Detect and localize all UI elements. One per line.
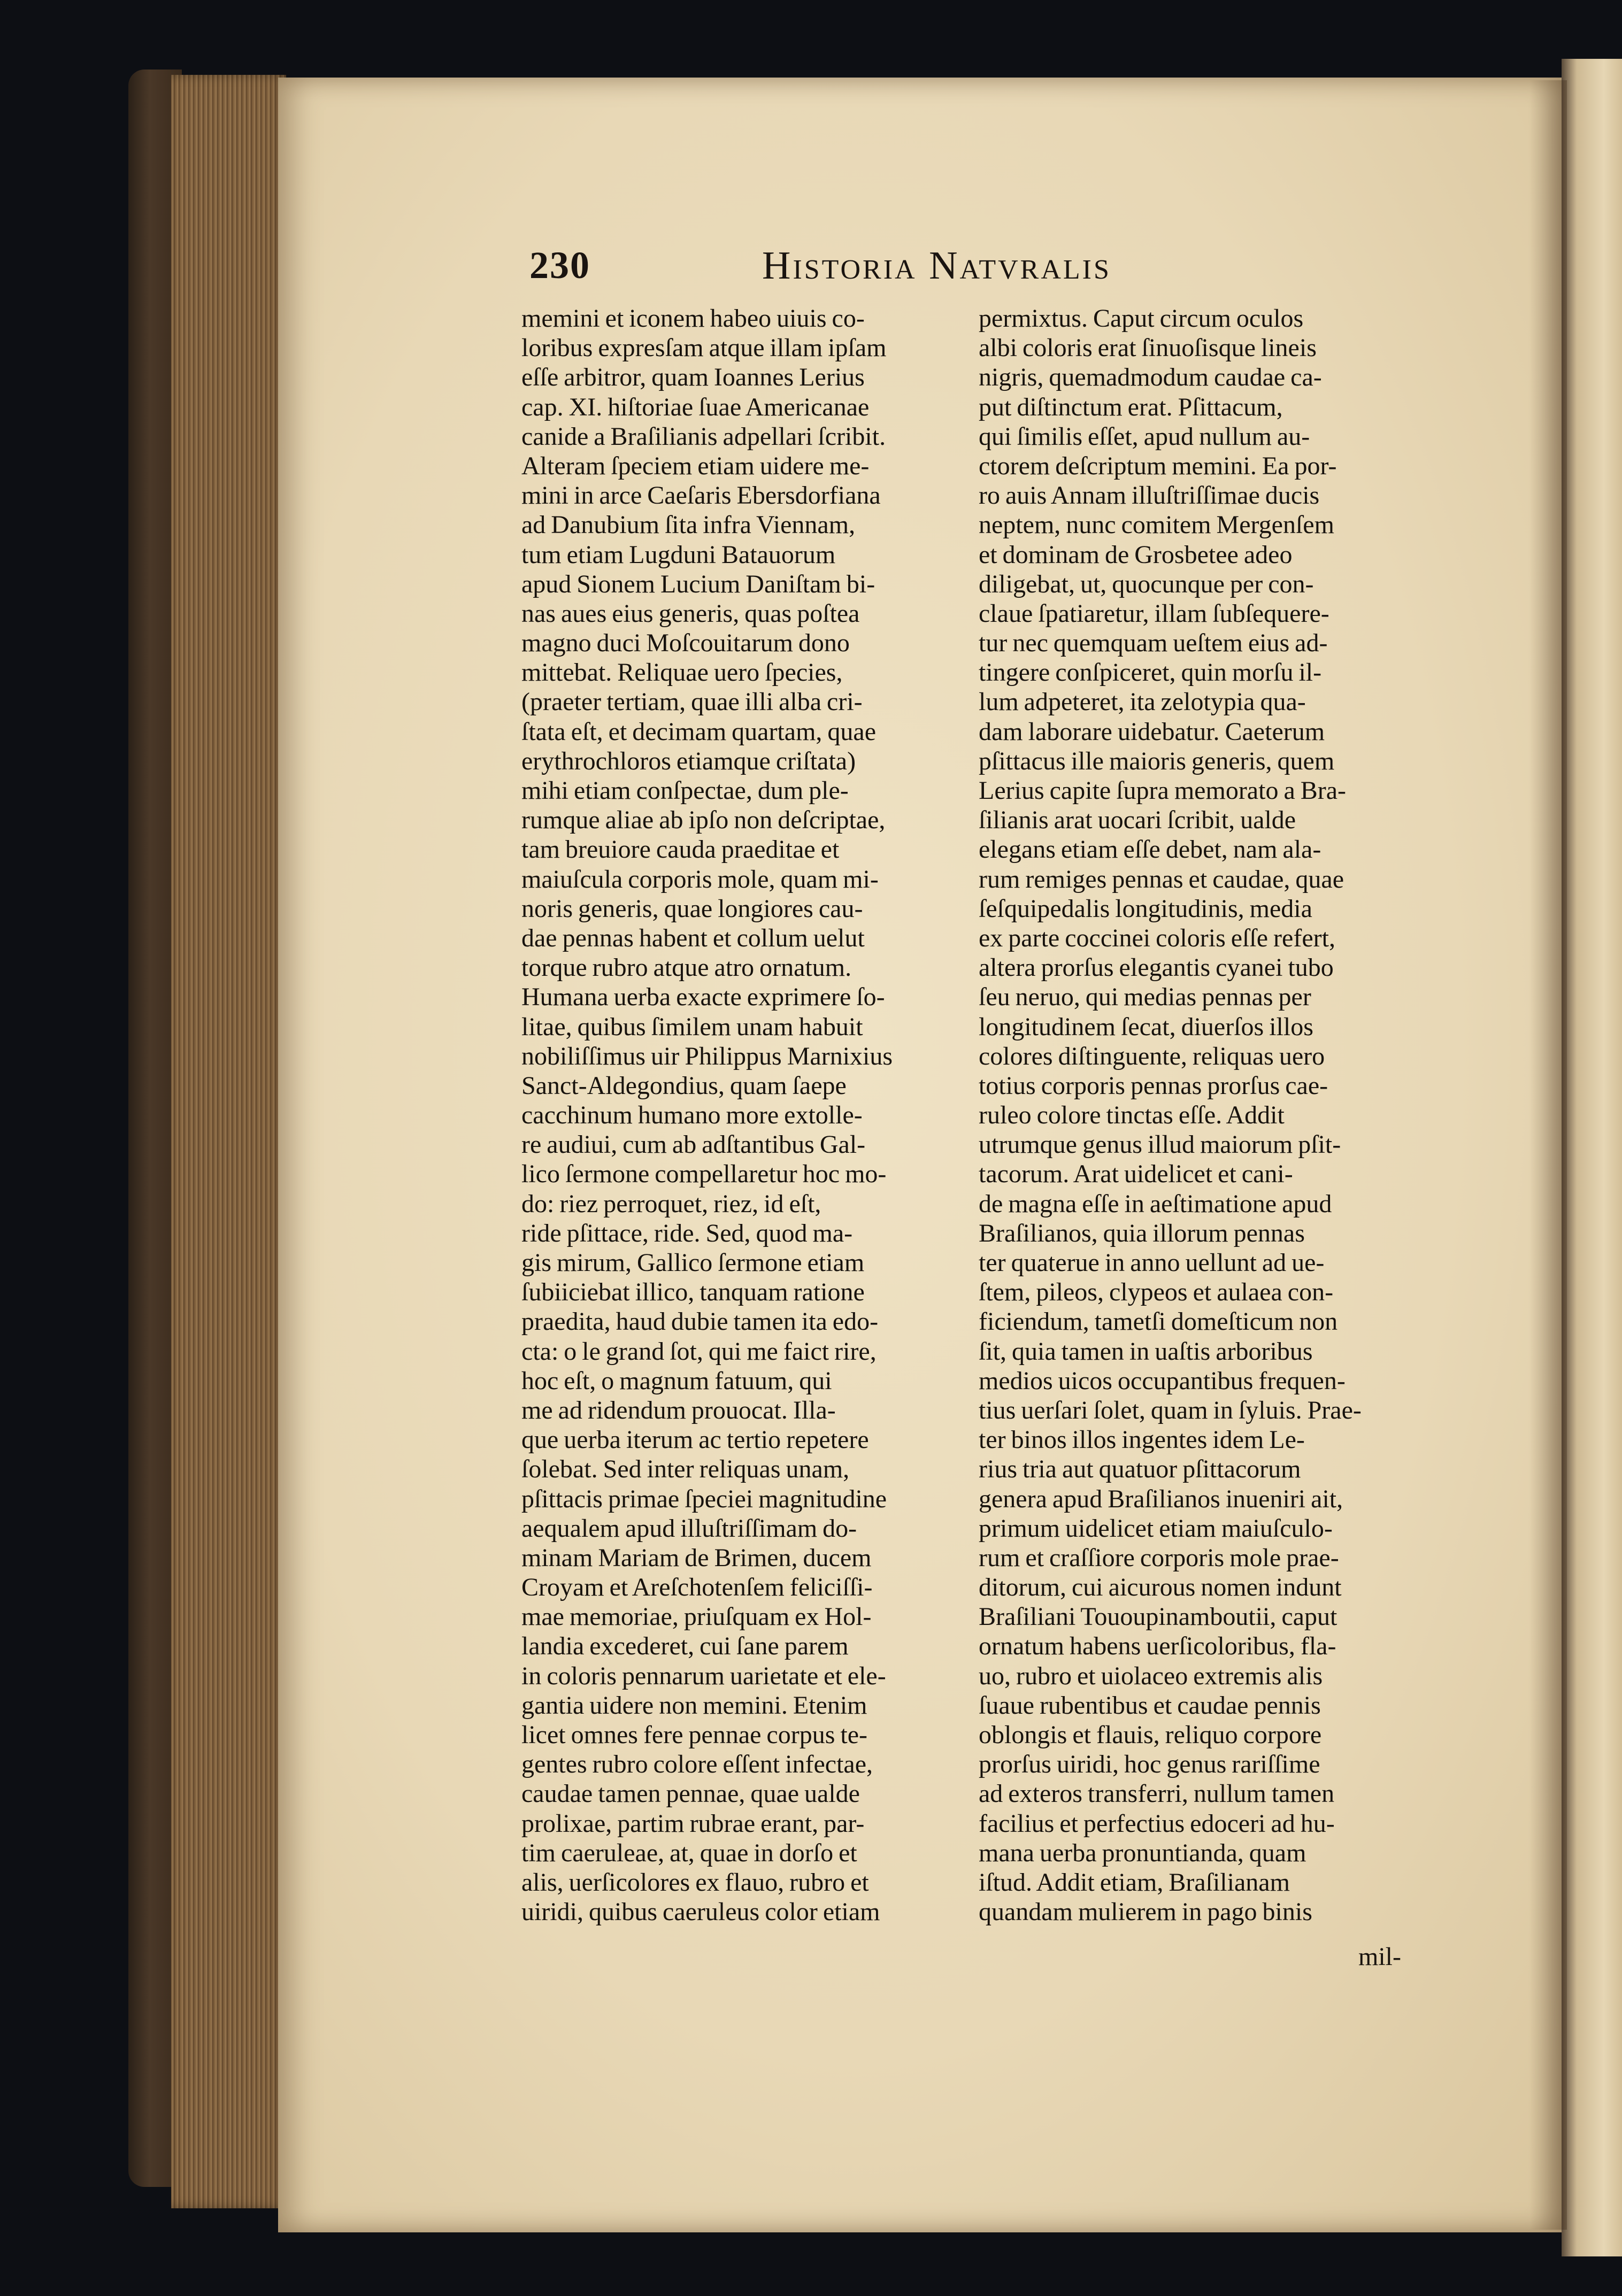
- text-line: claue ſpatiaretur, illam ſubſequere-: [979, 599, 1329, 628]
- text-line: elegans etiam eſſe debet, nam ala-: [979, 835, 1321, 864]
- text-line: longitudinem ſecat, diuerſos illos: [979, 1012, 1313, 1041]
- text-line: genera apud Braſilianos inueniri ait,: [979, 1484, 1343, 1513]
- text-line: ter quaterue in anno uellunt ad ue-: [979, 1249, 1325, 1277]
- text-line: praedita, haud dubie tamen ita edo-: [521, 1307, 879, 1336]
- text-line: re audiui, cum ab adſtantibus Gal-: [521, 1130, 866, 1159]
- text-line: Humana uerba exacte exprimere ſo-: [521, 983, 885, 1012]
- text-line: ruleo colore tinctas eſſe. Addit: [979, 1101, 1285, 1130]
- text-line: cap. XI. hiſtoriae ſuae Americanae: [521, 392, 870, 421]
- text-line: Braſiliani Tououpinamboutii, caput: [979, 1602, 1337, 1631]
- text-line: et dominam de Grosbetee adeo: [979, 540, 1293, 569]
- text-line: medios uicos occupantibus frequen-: [979, 1366, 1346, 1395]
- text-line: ad Danubium ſita infra Viennam,: [521, 511, 856, 540]
- text-line: dam laborare uidebatur. Caeterum: [979, 717, 1325, 746]
- text-line: mae memoriae, priuſquam ex Hol-: [521, 1602, 872, 1631]
- text-line: pſittacis primae ſpeciei magnitudine: [521, 1484, 887, 1513]
- text-line: rum et craſſiore corporis mole prae-: [979, 1543, 1339, 1572]
- text-line: ditorum, cui aicurous nomen indunt: [979, 1573, 1342, 1602]
- page-number: 230: [529, 244, 590, 287]
- text-line: dae pennas habent et collum uelut: [521, 923, 865, 952]
- text-line: lico ſermone compellaretur hoc mo-: [521, 1160, 887, 1189]
- text-line: ad exteros transferri, nullum tamen: [979, 1779, 1335, 1808]
- text-line: uiridi, quibus caeruleus color etiam: [521, 1898, 880, 1927]
- text-line: primum uidelicet etiam maiuſculo-: [979, 1514, 1333, 1543]
- text-line: ficiendum, tametſi domeſticum non: [979, 1307, 1338, 1336]
- text-line: ſeſquipedalis longitudinis, media: [979, 894, 1312, 923]
- text-line: mittebat. Reliquae uero ſpecies,: [521, 658, 843, 687]
- text-line: uo, rubro et uiolaceo extremis alis: [979, 1661, 1323, 1690]
- text-line: erythrochloros etiamque criſtata): [521, 746, 856, 775]
- text-line: alis, uerſicolores ex flauo, rubro et: [521, 1868, 869, 1897]
- text-line: in coloris pennarum uarietate et ele-: [521, 1661, 886, 1690]
- text-line: totius corporis pennas prorſus cae-: [979, 1071, 1328, 1100]
- text-line: cta: o le grand ſot, qui me faict rire,: [521, 1337, 877, 1366]
- text-line: gis mirum, Gallico ſermone etiam: [521, 1249, 865, 1277]
- text-line: tur nec quemquam ueſtem eius ad-: [979, 629, 1328, 658]
- text-line: litae, quibus ſimilem unam habuit: [521, 1012, 863, 1041]
- text-line: rum remiges pennas et caudae, quae: [979, 865, 1344, 893]
- text-line: prolixae, partim rubrae erant, par-: [521, 1809, 865, 1838]
- text-line: minam Mariam de Brimen, ducem: [521, 1543, 872, 1572]
- text-line: landia excederet, cui ſane parem: [521, 1632, 849, 1661]
- text-line: Alteram ſpeciem etiam uidere me-: [521, 451, 870, 480]
- gutter-shadow: [1529, 80, 1567, 2230]
- text-line: diligebat, ut, quocunque per con-: [979, 569, 1314, 598]
- text-line: ſit, quia tamen in uaſtis arboribus: [979, 1337, 1313, 1366]
- text-line: ſeu neruo, qui medias pennas per: [979, 983, 1311, 1012]
- text-line: aequalem apud illuſtriſſimam do-: [521, 1514, 857, 1543]
- text-line: nas aues eius generis, quas poſtea: [521, 599, 860, 628]
- text-line: apud Sionem Lucium Daniſtam bi-: [521, 569, 875, 598]
- text-line: oblongis et flauis, reliquo corpore: [979, 1721, 1322, 1749]
- text-line: neptem, nunc comitem Mergenſem: [979, 511, 1334, 540]
- running-header: [529, 243, 1257, 291]
- text-line: hoc eſt, o magnum fatuum, qui: [521, 1366, 832, 1395]
- text-line: ride pſittace, ride. Sed, quod ma-: [521, 1219, 853, 1247]
- text-line: iſtud. Addit etiam, Braſilianam: [979, 1868, 1290, 1897]
- text-line: utrumque genus illud maiorum pſit-: [979, 1130, 1341, 1159]
- running-title: Historia Natvralis: [762, 244, 1111, 288]
- text-line: gentes rubro colore eſſent infectae,: [521, 1750, 873, 1779]
- text-line: Croyam et Areſchotenſem feliciſſi-: [521, 1573, 873, 1602]
- left-text-column: [521, 304, 960, 1927]
- text-line: colores diſtinguente, reliquas uero: [979, 1042, 1325, 1070]
- facing-page-edge: [1562, 59, 1622, 2256]
- text-line: mini in arce Caeſaris Ebersdorfiana: [521, 481, 881, 510]
- text-line: gantia uidere non memini. Etenim: [521, 1691, 867, 1720]
- text-line: maiuſcula corporis mole, quam mi-: [521, 865, 879, 893]
- text-line: quandam mulierem in pago binis: [979, 1898, 1312, 1927]
- right-text-column: [979, 304, 1406, 1927]
- text-line: facilius et perfectius edoceri ad hu-: [979, 1809, 1335, 1838]
- text-line: ſtem, pileos, clypeos et aulaea con-: [979, 1278, 1334, 1307]
- text-line: ſubiiciebat illico, tanquam ratione: [521, 1278, 865, 1307]
- text-line: tam breuiore cauda praeditae et: [521, 835, 840, 864]
- text-line: albi coloris erat ſinuoſisque lineis: [979, 334, 1317, 363]
- text-line: me ad ridendum prouocat. Illa-: [521, 1396, 836, 1424]
- text-line: Lerius capite ſupra memorato a Bra-: [979, 776, 1347, 805]
- text-line: eſſe arbitror, quam Ioannes Lerius: [521, 363, 865, 392]
- text-line: loribus expresſam atque illam ipſam: [521, 334, 887, 363]
- text-line: ſuaue rubentibus et caudae pennis: [979, 1691, 1321, 1720]
- text-line: ſtata eſt, et decimam quartam, quae: [521, 717, 877, 746]
- text-line: nobiliſſimus uir Philippus Marnixius: [521, 1042, 893, 1070]
- text-line: put diſtinctum erat. Pſittacum,: [979, 392, 1283, 421]
- text-line: tim caeruleae, at, quae in dorſo et: [521, 1838, 857, 1867]
- text-line: rius tria aut quatuor pſittacorum: [979, 1455, 1301, 1484]
- text-line: tacorum. Arat uidelicet et cani-: [979, 1160, 1293, 1189]
- text-line: nigris, quemadmodum caudae ca-: [979, 363, 1322, 392]
- text-line: prorſus uiridi, hoc genus rariſſime: [979, 1750, 1320, 1779]
- text-line: (praeter tertiam, quae illi alba cri-: [521, 688, 863, 716]
- text-line: mihi etiam conſpectae, dum ple-: [521, 776, 849, 805]
- text-line: qui ſimilis eſſet, apud nullum au-: [979, 422, 1310, 451]
- text-line: tingere conſpiceret, quin morſu il-: [979, 658, 1322, 687]
- text-line: Sanct-Aldegondius, quam ſaepe: [521, 1071, 847, 1100]
- text-line: torque rubro atque atro ornatum.: [521, 953, 852, 982]
- text-line: rumque aliae ab ipſo non deſcriptae,: [521, 806, 886, 835]
- text-line: caudae tamen pennae, quae ualde: [521, 1779, 860, 1808]
- text-line: tius uerſari ſolet, quam in ſyluis. Prae-: [979, 1396, 1362, 1424]
- text-line: Braſilianos, quia illorum pennas: [979, 1219, 1305, 1247]
- text-line: mana uerba pronuntianda, quam: [979, 1838, 1306, 1867]
- text-line: ter binos illos ingentes idem Le-: [979, 1426, 1305, 1454]
- text-line: cacchinum humano more extolle-: [521, 1101, 863, 1130]
- text-line: do: riez perroquet, riez, id eſt,: [521, 1189, 821, 1218]
- text-line: tum etiam Lugduni Batauorum: [521, 540, 836, 569]
- text-line: licet omnes fere pennae corpus te-: [521, 1721, 868, 1749]
- text-line: canide a Braſilianis adpellari ſcribit.: [521, 422, 886, 451]
- text-line: ſilianis arat uocari ſcribit, ualde: [979, 806, 1296, 835]
- text-line: altera prorſus elegantis cyanei tubo: [979, 953, 1334, 982]
- text-line: lum adpeteret, ita zelotypia qua-: [979, 688, 1306, 716]
- text-line: de magna eſſe in aeſtimatione apud: [979, 1189, 1332, 1218]
- text-line: pſittacus ille maioris generis, quem: [979, 746, 1335, 775]
- text-line: que uerba iterum ac tertio repetere: [521, 1426, 869, 1454]
- text-line: ro auis Annam illuſtriſſimae ducis: [979, 481, 1320, 510]
- catchword: mil-: [1358, 1943, 1401, 1971]
- text-line: ſolebat. Sed inter reliquas unam,: [521, 1455, 850, 1484]
- text-line: memini et iconem habeo uiuis co-: [521, 304, 865, 333]
- text-line: permixtus. Caput circum oculos: [979, 304, 1304, 333]
- text-line: ex parte coccinei coloris eſſe refert,: [979, 923, 1335, 952]
- text-line: ornatum habens uerſicoloribus, fla-: [979, 1632, 1336, 1661]
- text-line: noris generis, quae longiores cau-: [521, 894, 863, 923]
- text-line: magno duci Moſcouitarum dono: [521, 629, 850, 658]
- text-line: ctorem deſcriptum memini. Ea por-: [979, 451, 1337, 480]
- page-edges: [171, 75, 286, 2208]
